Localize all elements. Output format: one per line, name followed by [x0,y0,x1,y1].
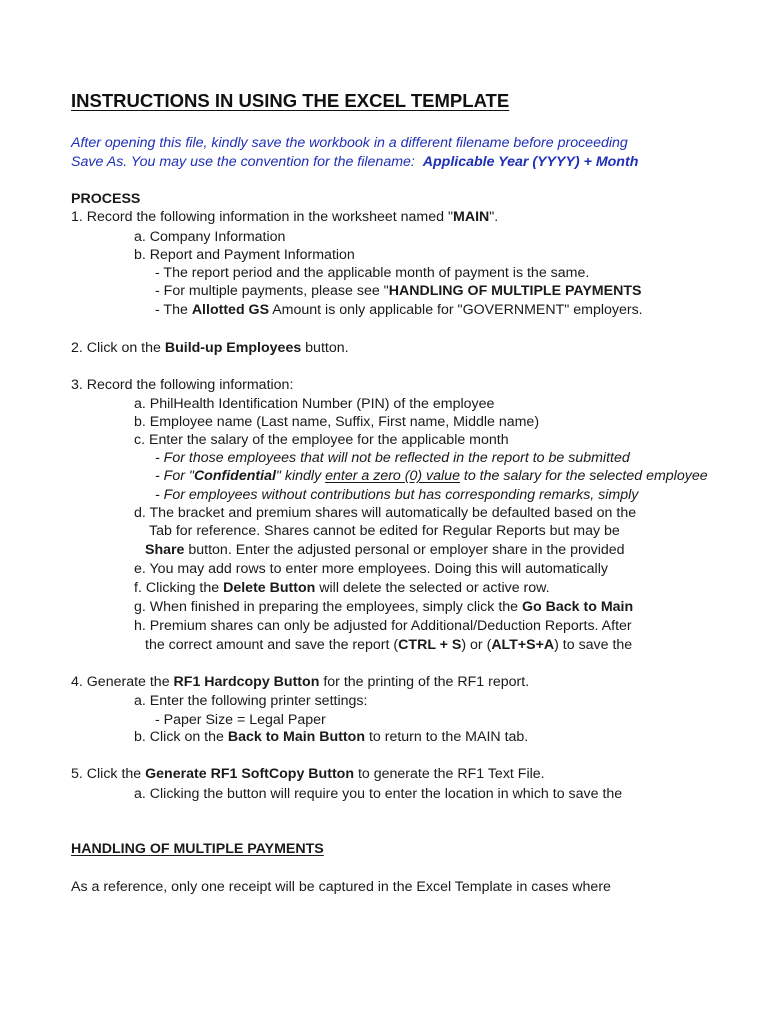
step-3-c: c. Enter the salary of the employee for the applicable month [134,432,509,448]
step-5-suffix: to generate the RF1 Text File. [354,766,545,782]
step-3-h-2 [145,636,632,654]
step-3-c-3-text: - For employees without contributions but has corresponding remarks, simply [155,487,639,503]
step-2-suffix: button. [301,340,349,356]
step-1-b-2 [155,282,641,300]
step-4-a-1: - Paper Size = Legal Paper [155,712,326,728]
step-3-c-1-text: - For those employees that will not be reflected in the report to be submitted [155,450,630,466]
step-1 [71,208,498,226]
step-1-sheet-name: MAIN [453,209,490,225]
step-4-b-bold: Back to Main Button [227,729,365,745]
intro-filename-convention: Applicable Year (YYYY) + Month [422,154,639,170]
step-3-h-2-text: the correct amount and save the report ( [145,637,399,653]
step-3-c-2-suffix: to the salary for the selected employee [459,468,708,484]
step-3-g-text: g. When finished in preparing the employees, simply click the [134,599,522,615]
intro-line-2-text: Save As. You may use the convention for the filename: [71,154,415,170]
step-3-g [134,598,633,616]
step-3-c-2-bold: Confidential [193,468,276,484]
step-3-f [134,579,550,597]
step-1-b: b. Report and Payment Information [134,247,355,263]
step-3-e: e. You may add rows to enter more employees. Doing this will automatically [134,561,608,577]
step-3-b: b. Employee name (Last name, Suffix, First name, Middle name) [134,414,540,430]
step-3-a: a. PhilHealth Identification Number (PIN) of the employee [134,396,495,412]
step-3-f-bold: Delete Button [223,580,316,596]
step-3: 3. Record the following information: [71,377,294,393]
step-3-g-bold: Go Back to Main [521,599,634,615]
intro-line-1-text: After opening this file, kindly save the workbook in a different filename before proceeding [71,135,628,151]
step-3-c-2-text: - For " [155,468,194,484]
step-1-b-3-bold: Allotted GS [191,302,270,318]
step-4-b-text: b. Click on the [134,729,228,745]
step-3-c-3 [155,486,638,504]
step-4-b [134,728,528,746]
step-3-c-2-underline: enter a zero (0) value [325,468,460,484]
step-2 [71,339,349,357]
step-1-b-2-link: HANDLING OF MULTIPLE PAYMENTS [388,283,642,299]
step-3-c-2 [155,467,708,485]
step-2-text: 2. Click on the [71,340,165,356]
step-5-bold: Generate RF1 SoftCopy Button [145,766,355,782]
step-3-d-1: d. The bracket and premium shares will automatically be defaulted based on the [134,505,637,521]
step-5 [71,765,545,783]
step-3-d-3 [145,541,625,559]
step-2-button-name: Build-up Employees [164,340,302,356]
step-4-bold: RF1 Hardcopy Button [173,674,320,690]
step-1-b-3-suffix: Amount is only applicable for "GOVERNMENT" employers. [269,302,643,318]
multiple-payments-text: As a reference, only one receipt will be captured in the Excel Template in cases where [71,879,611,895]
step-3-h-2-mid: ) or ( [461,637,492,653]
step-3-d-3-bold: Share [145,542,185,558]
step-3-c-2-mid: " kindly [275,468,326,484]
intro-line-1 [71,134,628,152]
step-5-a: a. Clicking the button will require you to enter the location in which to save the [134,786,623,802]
step-1-b-2-text: - For multiple payments, please see " [155,283,389,299]
step-3-f-suffix: will delete the selected or active row. [315,580,550,596]
step-1-a: a. Company Information [134,229,286,245]
step-1-b-3 [155,301,643,319]
step-3-d-3-text: button. Enter the adjusted personal or employer share in the provided [184,542,625,558]
step-5-text: 5. Click the [71,766,146,782]
process-heading: PROCESS [71,191,141,207]
step-3-h-2-shortcut-2: ALT+S+A [491,637,555,653]
multiple-payments-heading: HANDLING OF MULTIPLE PAYMENTS [71,841,324,857]
page-title: INSTRUCTIONS IN USING THE EXCEL TEMPLATE [71,90,510,111]
intro-line-2 [71,153,638,171]
step-1-b-1: - The report period and the applicable month of payment is the same. [155,265,590,281]
step-4-text: 4. Generate the [71,674,174,690]
step-3-d-2: Tab for reference. Shares cannot be edited for Regular Reports but may be [149,523,620,539]
step-1-text: 1. Record the following information in the worksheet named " [71,209,453,225]
step-3-h-1: h. Premium shares can only be adjusted for Additional/Deduction Reports. After [134,618,632,634]
step-1-b-3-text: - The [155,302,192,318]
step-3-c-1 [155,449,630,467]
step-4-b-suffix: to return to the MAIN tab. [365,729,529,745]
step-4-suffix: for the printing of the RF1 report. [319,674,530,690]
step-4-a: a. Enter the following printer settings: [134,693,368,709]
step-3-h-2-suffix: ) to save the [554,637,633,653]
step-3-f-text: f. Clicking the [134,580,224,596]
step-4 [71,673,529,691]
step-3-h-2-shortcut-1: CTRL + S [398,637,462,653]
step-1-text-end: ". [489,209,499,225]
